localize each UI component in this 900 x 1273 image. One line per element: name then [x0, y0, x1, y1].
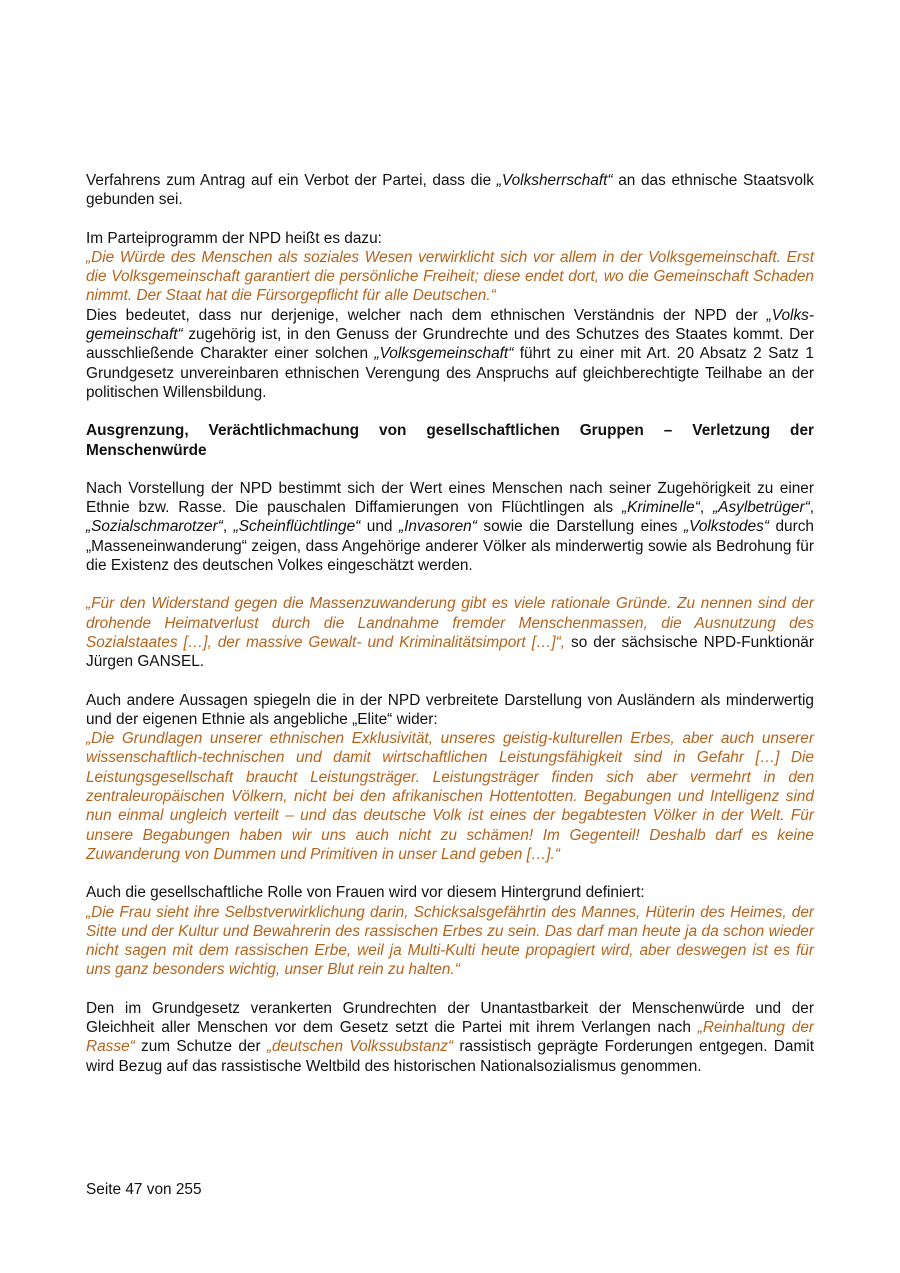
text-run: Dies bedeutet, dass nur derjenige, welcher nach dem ethnischen Verständnis der NPD der [86, 306, 767, 324]
term: „Sozialschmarotzer“ [86, 518, 223, 536]
text-run: und [360, 518, 400, 536]
quote-elite: „Die Grundlagen unserer ethnischen Exklusivität, unseres geistig-kulturellen Erbes, aber auch unserer wissenschaftlich-technischen und damit wirtschaftlichen Leistungsfähigkeit sind in Gefahr […] Die Leistungsgesellschaft braucht Leistungsträger. Leistungsträger finden sich aber vermehrt in den zentraleuropäischen Völkern, nicht bei den afrikanischen Hottentotten. Begabungen und Intelligenz sind nun einmal ungleich verteilt – und das deutsche Volk ist eines der begabtesten Völker in der Welt. Für unsere Begabungen haben wir uns auch nicht zu schämen! Im Gegenteil! Deshalb darf es keine Zuwanderung von Dummen und Primitiven in unser Land geben […].“ [86, 730, 814, 863]
term: „Scheinflüchtlinge“ [233, 518, 361, 536]
term-volksgemeinschaft: „Volks-gemeinschaft“ [86, 306, 814, 344]
paragraph-5 [86, 594, 814, 671]
quote-women: „Die Frau sieht ihre Selbstverwirklichung darin, Schicksalsgefährtin des Mannes, Hüterin des Heimes, der Sitte und der Kultur und Bewahrerin des rassischen Erbes zu sein. Das darf man heute ja da schon wieder nicht sagen mit dem rassischen Erbe, weil ja Multi-Kulti heute propagiert wird, aber deswegen ist es für uns ganz besonders wichtig, unser Blut rein zu halten.“ [86, 903, 814, 979]
text-run: zum Schutze der [134, 1038, 267, 1056]
paragraph-7-intro: Auch die gesellschaftliche Rolle von Frauen wird vor diesem Hintergrund definiert: [86, 884, 645, 902]
text-run: so der sächsische NPD-Funktionär Jürgen GANSEL. [86, 633, 814, 671]
page-number: Seite 47 von 255 [86, 1181, 202, 1198]
text-run: an das ethnische Staatsvolk gebunden sei. [86, 172, 814, 209]
document-page [86, 171, 814, 1076]
quote-gansel: „Für den Widerstand gegen die Massenzuwanderung gibt es viele rationale Gründe. Zu nennen sind der drohende Heimatverlust durch die Landnahme fremder Menschenmassen, die Ausnutzung des Sozialstaates […], der massive Gewalt- und Kriminalitätsimport […]“, [86, 595, 814, 651]
term: „Volkstodes“ [684, 518, 769, 536]
term: „Invasoren“ [399, 518, 477, 536]
term: „Asylbetrüger“ [713, 499, 810, 517]
paragraph-2-intro: Im Parteiprogramm der NPD heißt es dazu: [86, 229, 382, 247]
text-run: , [699, 499, 714, 517]
term: „Kriminelle“ [622, 499, 700, 517]
paragraph-4 [86, 479, 814, 575]
paragraph-8 [86, 999, 814, 1076]
text-run: rassistisch geprägte Forderungen entgegen. Damit wird Bezug auf das rassistische Weltbild des historischen Nationalsozialismus genommen. [86, 1038, 814, 1075]
text-run: , [222, 518, 234, 536]
paragraph-6-intro: Auch andere Aussagen spiegeln die in der NPD verbreitete Darstellung von Ausländern als minderwertig und der eigenen Ethnie als angebliche „Elite“ wider: [86, 691, 814, 728]
text-run: führt zu einer mit Art. 20 Absatz 2 Satz 1 Grundgesetz unvereinbaren ethnischen Verengung des Anspruchs auf gleichberechtigte Teilhabe an der politischen Willensbildung. [86, 345, 814, 401]
section-heading: Ausgrenzung, Verächtlichmachung von gesellschaftlichen Gruppen – Verletzung der Menschenwürde [86, 422, 814, 459]
text-run: Verfahrens zum Antrag auf ein Verbot der Partei, dass die [86, 172, 497, 189]
text-run: sowie die Darstellung eines [476, 518, 684, 536]
term-volksherrschaft: „Volksherrschaft“ [496, 172, 613, 189]
paragraph-3 [86, 306, 814, 402]
text-run: zugehörig ist, in den Genuss der Grundrechte und des Schutzes des Staates kommt. Der ausschließende Charakter einer solchen [86, 326, 814, 363]
text-run: Nach Vorstellung der NPD bestimmt sich der Wert eines Menschen nach seiner Zugehörigkeit zu einer Ethnie bzw. Rasse. Die pauschalen Diffamierungen von Flüchtlingen als [86, 479, 814, 517]
paragraph-1 [86, 171, 814, 210]
term-volkssubstanz: „deutschen Volkssubstanz“ [266, 1038, 454, 1056]
text-run: Den im Grundgesetz verankerten Grundrechten der Unantastbarkeit der Menschenwürde und der Gleichheit aller Menschen vor dem Gesetz setzt die Partei mit ihrem Verlangen nach [86, 999, 814, 1036]
term-reinhaltung: „Reinhaltung der Rasse“ [86, 1018, 814, 1056]
text-run: durch „Masseneinwanderung“ zeigen, dass Angehörige anderer Völker als minderwertig sowie als Bedrohung für die Existenz des deutschen Volkes eingeschätzt werden. [86, 518, 814, 575]
text-run: , [809, 499, 814, 517]
term-volksgemeinschaft: „Volksgemeinschaft“ [374, 345, 514, 363]
quote-party-program: „Die Würde des Menschen als soziales Wesen verwirklicht sich vor allem in der Volksgemeinschaft. Erst die Volksgemeinschaft garantiert die persönliche Freiheit; diese endet dort, wo die Gemeinschaft Schaden nimmt. Der Staat hat die Fürsorgepflicht für alle Deutschen.“ [86, 248, 814, 305]
